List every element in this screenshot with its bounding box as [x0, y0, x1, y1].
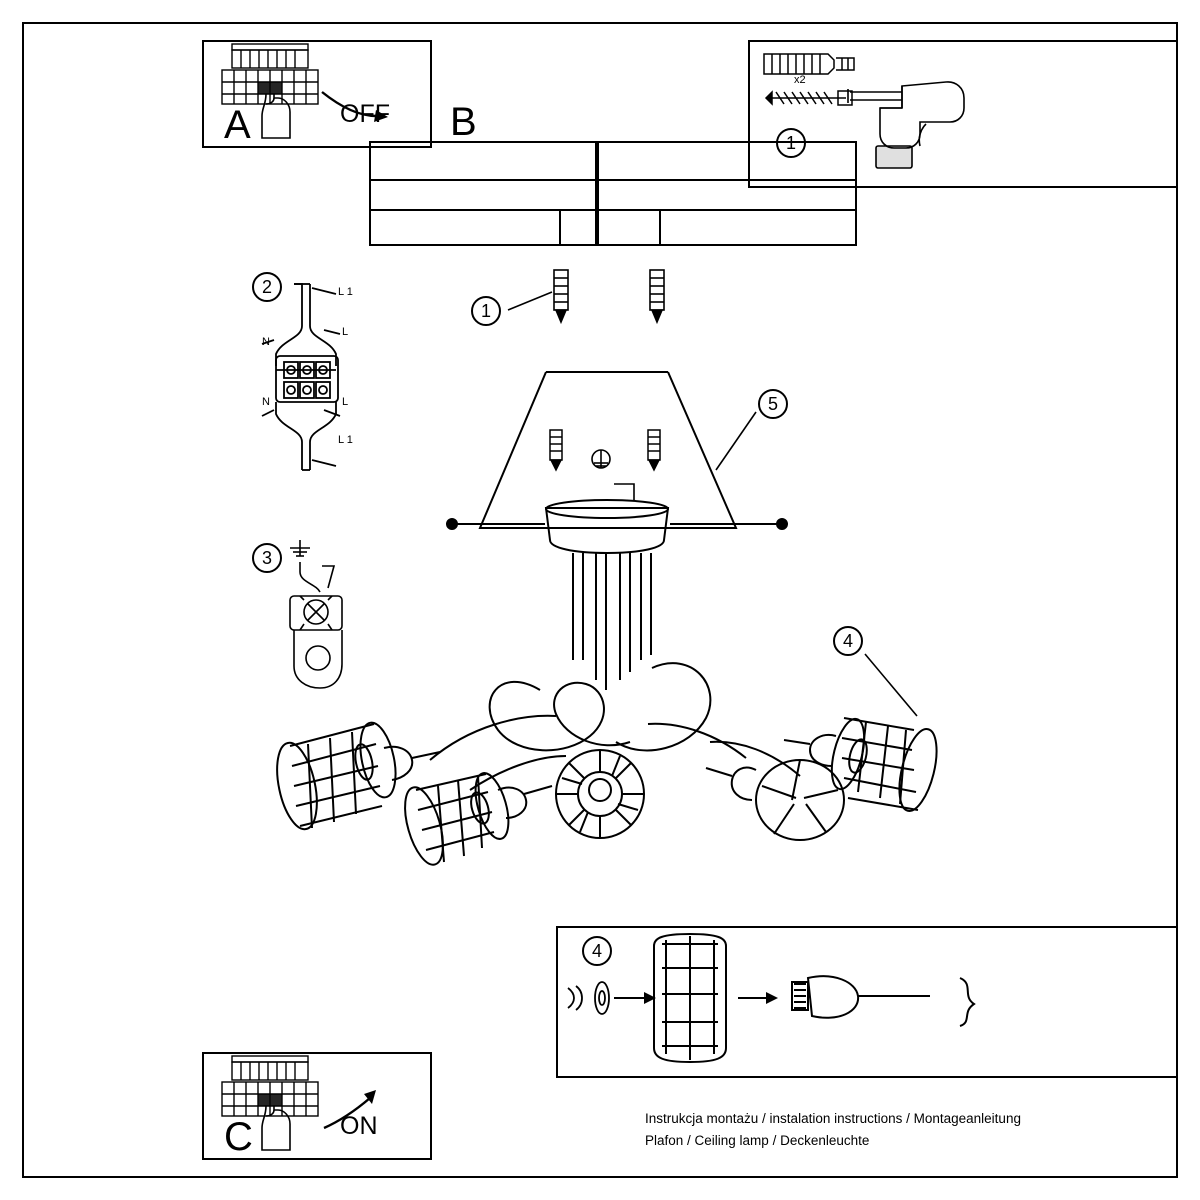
step-marker-1-plugs: 1 — [471, 296, 501, 326]
step-4-leader — [855, 640, 975, 760]
hardware-quantity: x2 — [794, 74, 806, 86]
step-3-graphic — [276, 526, 436, 706]
terminal-label-l-bottom: L — [342, 396, 349, 408]
step-marker-4: 4 — [833, 626, 863, 656]
terminal-label-n-bottom: N — [262, 396, 270, 408]
step-marker-1-tools: 1 — [776, 128, 806, 158]
step-marker-4-detail: 4 — [582, 936, 612, 966]
terminal-label-l-top: L — [342, 326, 349, 338]
step-marker-5: 5 — [758, 389, 788, 419]
footer-text — [645, 1108, 1021, 1152]
step-2-graphic — [258, 270, 488, 490]
terminal-label-n-top: N — [262, 336, 270, 348]
panel-a-state-label: OFF — [340, 100, 390, 128]
terminal-label-l1-top: L 1 — [338, 286, 353, 298]
step-marker-2: 2 — [252, 272, 282, 302]
footer-line-2: Plafon / Ceiling lamp / Deckenleuchte — [645, 1133, 870, 1148]
panel-b-letter: B — [450, 100, 477, 144]
panel-step-4-detail — [556, 926, 1178, 1078]
terminal-label-l1-bottom: L 1 — [338, 434, 353, 446]
footer-line-1: Instrukcja montażu / instalation instructions / Montageanleitung — [645, 1111, 1021, 1126]
panel-c-letter: C — [224, 1115, 253, 1159]
step-marker-3: 3 — [252, 543, 282, 573]
panel-c-state-label: ON — [340, 1112, 378, 1140]
step-4-detail-graphic — [558, 928, 1180, 1080]
panel-a-letter: A — [224, 103, 251, 147]
